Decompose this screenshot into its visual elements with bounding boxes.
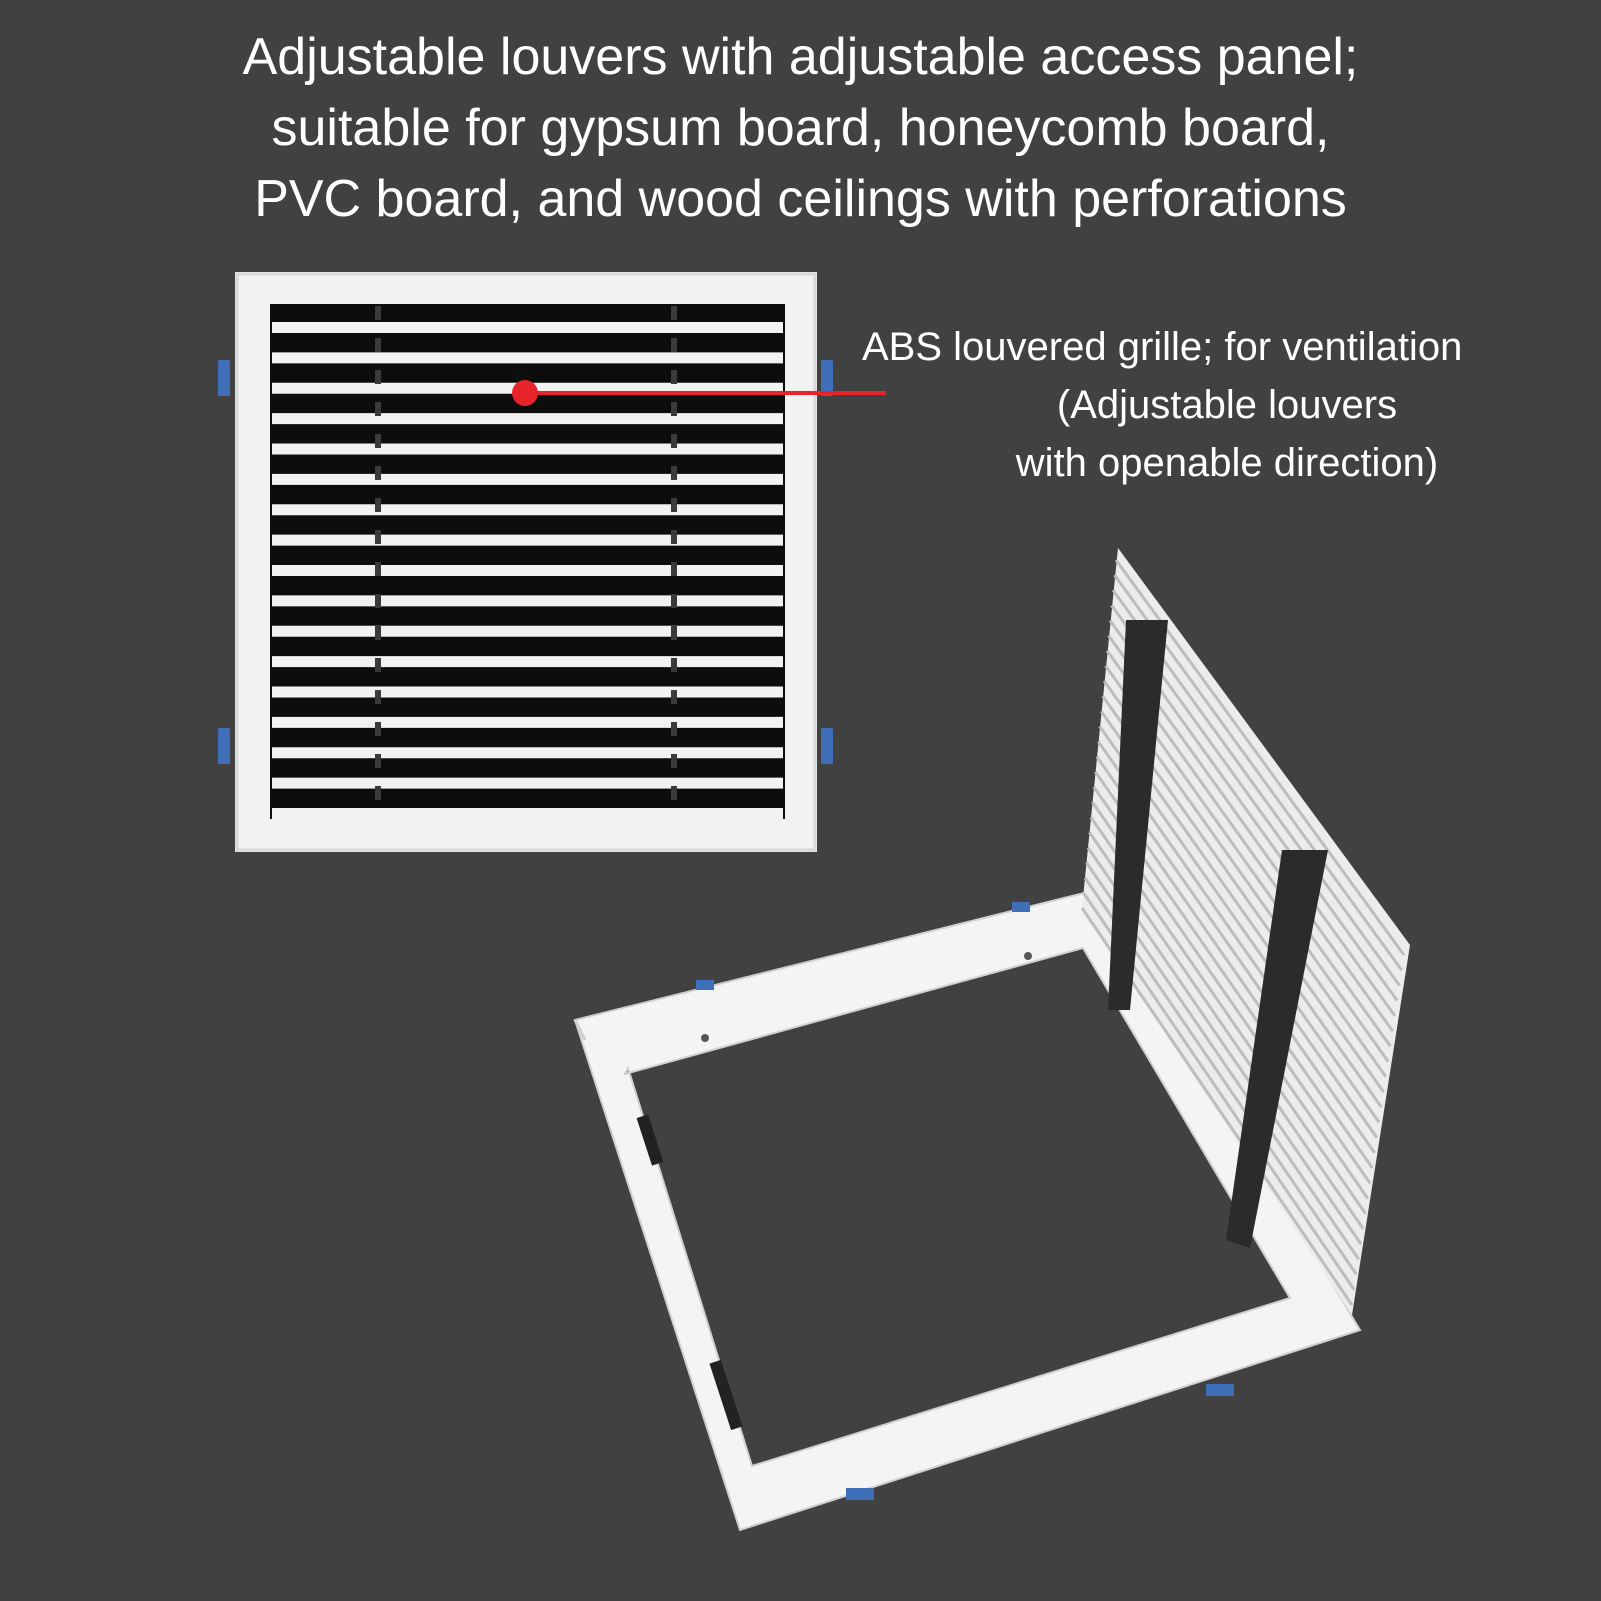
louver-slat <box>272 808 783 819</box>
callout-line-2: (Adjustable louvers <box>1056 383 1398 427</box>
louver-slat <box>272 322 783 333</box>
spring-clip-icon <box>1206 1384 1234 1396</box>
callout-line-1: ABS louvered grille; for ventilation <box>862 325 1463 369</box>
callout-line-3: with openable direction) <box>1015 441 1439 485</box>
louver-slat <box>272 535 783 546</box>
screw-hole-icon <box>701 1034 709 1042</box>
spring-clip-icon <box>218 728 230 764</box>
spring-clip-icon <box>846 1488 874 1500</box>
louver-slat <box>272 352 783 363</box>
spring-clip-icon <box>1012 902 1030 912</box>
spring-clip-icon <box>218 360 230 396</box>
grille-callout <box>862 318 1592 492</box>
louver-slat <box>272 565 783 576</box>
louver-slat <box>272 626 783 637</box>
louver-slat <box>272 595 783 606</box>
louver-slat <box>272 778 783 789</box>
pointer-dot-icon <box>512 380 538 406</box>
louver-slat <box>272 687 783 698</box>
grille-front-view <box>218 272 833 852</box>
louver-slat <box>272 747 783 758</box>
headline-line-3: PVC board, and wood ceilings with perforations <box>254 170 1347 228</box>
louver-slat <box>272 474 783 485</box>
headline-line-2: suitable for gypsum board, honeycomb board, <box>271 99 1330 157</box>
headline-line-1: Adjustable louvers with adjustable access panel; <box>242 28 1359 86</box>
louver-slat <box>272 413 783 424</box>
louver-slat <box>272 656 783 667</box>
spring-clip-icon <box>821 360 833 396</box>
louver-slat <box>272 504 783 515</box>
spring-clip-icon <box>821 728 833 764</box>
screw-hole-icon <box>1024 952 1032 960</box>
louver-slat <box>272 717 783 728</box>
spring-clip-icon <box>696 980 714 990</box>
louver-slat <box>272 444 783 455</box>
